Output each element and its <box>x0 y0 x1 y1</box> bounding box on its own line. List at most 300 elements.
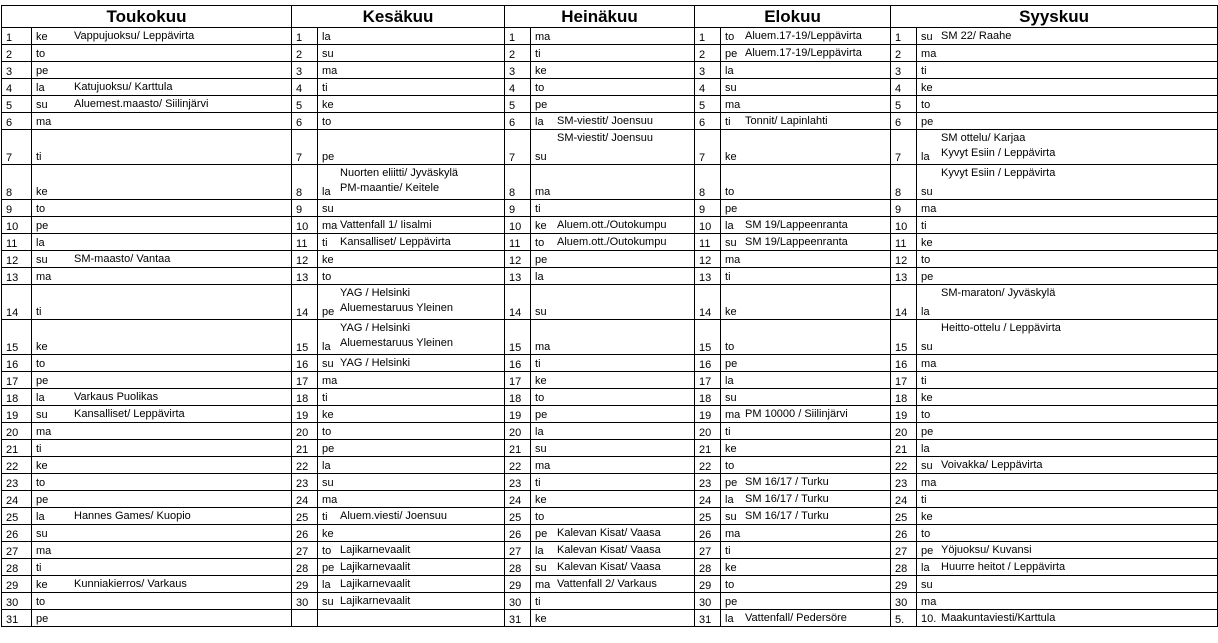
day-event-cell <box>721 79 891 96</box>
weekday: la <box>36 392 45 404</box>
day-number-cell <box>292 389 318 406</box>
day-event-cell <box>721 593 891 610</box>
day-number-cell <box>292 234 318 251</box>
day-number-cell <box>2 372 32 389</box>
day-number: 3 <box>509 66 516 78</box>
day-number-cell <box>292 62 318 79</box>
day-event-cell <box>318 474 505 491</box>
event-name: Aluem.ott./Outokumpu <box>557 219 667 231</box>
event-list <box>340 509 504 524</box>
weekday: ma <box>535 31 551 43</box>
event-name: SM-viestit/ Joensuu <box>557 115 653 127</box>
weekday: to <box>36 203 46 215</box>
calendar-row <box>2 355 1218 372</box>
day-event-cell <box>531 113 695 130</box>
day-number-cell <box>891 610 917 627</box>
weekday: ti <box>535 477 541 489</box>
day-event-cell <box>721 62 891 79</box>
event-name: SM 16/17 / Turku <box>745 493 829 505</box>
weekday: su <box>535 443 547 455</box>
day-number: 5 <box>6 100 13 112</box>
month-header: Syyskuu <box>891 6 1218 28</box>
weekday: la <box>725 375 734 387</box>
day-event-cell <box>318 268 505 285</box>
day-number-cell <box>2 406 32 423</box>
day-event-cell <box>32 45 292 62</box>
calendar-row <box>2 440 1218 457</box>
weekday: ma <box>535 186 551 198</box>
day-number-cell <box>891 79 917 96</box>
weekday: la <box>36 237 45 249</box>
event-name: Vattenfall 1/ Iisalmi <box>340 219 432 231</box>
weekday: su <box>921 579 933 591</box>
day-event-cell <box>318 423 505 440</box>
event-list <box>340 543 504 558</box>
day-event-cell <box>531 268 695 285</box>
day-number-cell <box>2 525 32 542</box>
day-number: 14 <box>296 307 309 319</box>
event-list <box>340 286 504 316</box>
weekday: ke <box>725 443 737 455</box>
day-event-cell <box>531 610 695 627</box>
event-list <box>557 577 694 592</box>
weekday: su <box>36 254 48 266</box>
event-list <box>74 29 291 44</box>
event-list <box>74 407 291 422</box>
calendar-row <box>2 491 1218 508</box>
calendar-row <box>2 113 1218 130</box>
event-name: Kyvyt Esiin / Leppävirta <box>941 167 1056 179</box>
day-number-cell <box>695 130 721 165</box>
day-number: 7 <box>509 152 516 164</box>
day-number: 13 <box>699 272 712 284</box>
day-event-cell <box>917 389 1218 406</box>
day-number-cell <box>891 593 917 610</box>
day-number-cell <box>292 491 318 508</box>
day-event-cell <box>32 28 292 45</box>
day-event-cell <box>318 406 505 423</box>
day-number-cell <box>695 389 721 406</box>
day-number-cell <box>505 525 531 542</box>
event-list <box>340 218 504 233</box>
event-name: SM-viestit/ Joensuu <box>557 132 653 144</box>
day-number-cell <box>505 508 531 525</box>
event-list <box>941 286 1217 301</box>
day-number: 1 <box>296 32 303 44</box>
weekday: to <box>322 426 332 438</box>
event-name: Lajikarnevaalit <box>340 561 411 573</box>
weekday: la <box>36 511 45 523</box>
weekday: su <box>535 306 547 318</box>
calendar-row <box>2 525 1218 542</box>
day-number-cell <box>891 440 917 457</box>
day-event-cell <box>318 217 505 234</box>
calendar-row <box>2 593 1218 610</box>
weekday: pe <box>921 426 934 438</box>
day-number: 30 <box>296 597 309 609</box>
day-event-cell <box>531 320 695 355</box>
day-number-cell <box>2 217 32 234</box>
weekday: la <box>322 31 331 43</box>
day-number-cell <box>695 217 721 234</box>
day-number-cell <box>292 474 318 491</box>
event-list <box>74 80 291 95</box>
day-event-cell <box>318 389 505 406</box>
calendar-row <box>2 217 1218 234</box>
day-number-cell <box>505 268 531 285</box>
event-list <box>557 560 694 575</box>
weekday: to <box>535 237 545 249</box>
day-number: 21 <box>296 444 309 456</box>
day-number-cell <box>695 423 721 440</box>
day-number: 9 <box>699 204 706 216</box>
day-number: 16 <box>895 359 908 371</box>
weekday: pe <box>535 528 548 540</box>
day-number-cell <box>695 610 721 627</box>
weekday: pe <box>36 375 49 387</box>
day-event-cell <box>32 389 292 406</box>
day-event-cell <box>318 96 505 113</box>
day-event-cell <box>917 491 1218 508</box>
weekday: pe <box>535 409 548 421</box>
day-number-cell <box>505 423 531 440</box>
day-number: 25 <box>699 512 712 524</box>
event-name: Yöjuoksu/ Kuvansi <box>941 544 1032 556</box>
day-number-cell <box>695 268 721 285</box>
day-number-cell <box>695 45 721 62</box>
weekday: to <box>322 116 332 128</box>
weekday: la <box>322 460 331 472</box>
weekday: to <box>921 528 931 540</box>
day-number-cell <box>292 251 318 268</box>
day-number: 25 <box>6 512 19 524</box>
day-event-cell <box>318 372 505 389</box>
day-event-cell <box>721 610 891 627</box>
day-number: 29 <box>6 580 19 592</box>
event-list <box>340 321 504 351</box>
weekday: su <box>36 409 48 421</box>
event-name: YAG / Helsinki <box>340 322 411 334</box>
day-number: 22 <box>296 461 309 473</box>
day-number-cell <box>505 285 531 320</box>
weekday: ma <box>725 528 741 540</box>
day-number-cell <box>2 285 32 320</box>
weekday: to <box>535 82 545 94</box>
day-event-cell <box>917 62 1218 79</box>
day-number: 5 <box>296 100 303 112</box>
day-event-cell <box>721 251 891 268</box>
day-event-cell <box>32 234 292 251</box>
event-list <box>941 166 1217 181</box>
day-event-cell <box>318 130 505 165</box>
weekday: la <box>535 271 544 283</box>
day-event-cell <box>318 508 505 525</box>
event-name: Heitto-ottelu / Leppävirta <box>941 322 1061 334</box>
day-event-cell <box>32 251 292 268</box>
day-number-cell <box>292 285 318 320</box>
day-number: 22 <box>509 461 522 473</box>
day-event-cell <box>318 491 505 508</box>
day-event-cell <box>318 320 505 355</box>
day-number-cell <box>505 62 531 79</box>
day-event-cell <box>917 372 1218 389</box>
day-number: 3 <box>895 66 902 78</box>
day-event-cell <box>531 457 695 474</box>
day-number-cell <box>505 491 531 508</box>
weekday: ti <box>921 220 927 232</box>
calendar-row <box>2 234 1218 251</box>
day-number-cell <box>2 423 32 440</box>
event-name: Aluem.ott./Outokumpu <box>557 236 667 248</box>
day-number-cell <box>292 559 318 576</box>
day-number: 27 <box>509 546 522 558</box>
day-event-cell <box>318 28 505 45</box>
day-number: 29 <box>509 580 522 592</box>
day-number: 3 <box>6 66 13 78</box>
day-number: 22 <box>895 461 908 473</box>
day-event-cell <box>721 96 891 113</box>
day-number: 10 <box>509 221 522 233</box>
calendar-row <box>2 251 1218 268</box>
day-number-cell <box>695 542 721 559</box>
weekday: la <box>322 186 331 198</box>
day-event-cell <box>721 165 891 200</box>
day-number: 12 <box>6 255 19 267</box>
day-number-cell <box>891 406 917 423</box>
weekday: ma <box>725 409 741 421</box>
day-number-cell <box>505 610 531 627</box>
day-number: 30 <box>509 597 522 609</box>
weekday: ti <box>535 596 541 608</box>
day-number: 25 <box>895 512 908 524</box>
day-number-cell <box>292 113 318 130</box>
day-number: 5 <box>699 100 706 112</box>
day-number: 30 <box>699 597 712 609</box>
day-event-cell <box>32 559 292 576</box>
day-event-cell <box>721 268 891 285</box>
event-list <box>745 611 890 626</box>
day-event-cell <box>318 45 505 62</box>
day-number-cell <box>505 440 531 457</box>
day-number: 11 <box>895 238 907 250</box>
day-event-cell <box>721 130 891 165</box>
event-name: SM 16/17 / Turku <box>745 510 829 522</box>
day-number: 9 <box>6 204 13 216</box>
weekday: pe <box>322 562 335 574</box>
day-number-cell <box>2 130 32 165</box>
day-number: 11 <box>509 238 521 250</box>
day-number: 14 <box>699 307 712 319</box>
weekday: ti <box>322 511 328 523</box>
day-number: 12 <box>296 255 309 267</box>
calendar-row <box>2 610 1218 627</box>
day-event-cell <box>531 355 695 372</box>
day-number-cell <box>891 542 917 559</box>
weekday: ti <box>921 65 927 77</box>
weekday: ke <box>535 220 547 232</box>
day-number: 23 <box>6 478 19 490</box>
day-number-cell <box>695 165 721 200</box>
day-event-cell <box>531 389 695 406</box>
event-list <box>745 509 890 524</box>
day-event-cell <box>318 610 505 627</box>
day-number-cell <box>891 268 917 285</box>
day-event-cell <box>32 525 292 542</box>
day-number: 1 <box>6 32 13 44</box>
calendar-row <box>2 576 1218 593</box>
day-number: 26 <box>296 529 309 541</box>
day-number-cell <box>891 217 917 234</box>
day-number-cell <box>695 559 721 576</box>
day-number: 4 <box>509 83 516 95</box>
weekday: to <box>725 579 735 591</box>
weekday: to <box>36 358 46 370</box>
day-event-cell <box>721 508 891 525</box>
day-event-cell <box>32 268 292 285</box>
day-number-cell <box>891 96 917 113</box>
event-list <box>941 29 1217 44</box>
day-number-cell <box>505 96 531 113</box>
day-number: 4 <box>895 83 902 95</box>
day-number: 17 <box>6 376 19 388</box>
weekday: su <box>322 596 334 608</box>
event-name: Aluemestaruus Yleinen <box>340 302 453 314</box>
day-number-cell <box>695 491 721 508</box>
day-number: 11 <box>699 238 711 250</box>
weekday: pe <box>36 65 49 77</box>
weekday: pe <box>725 477 738 489</box>
event-name: Nuorten eliitti/ Jyväskylä <box>340 167 459 179</box>
day-number: 17 <box>895 376 908 388</box>
day-number-cell <box>2 491 32 508</box>
weekday: su <box>322 477 334 489</box>
weekday: to <box>921 409 931 421</box>
day-number: 13 <box>509 272 522 284</box>
event-name: SM-maasto/ Vantaa <box>74 253 171 265</box>
event-name: Vappujuoksu/ Leppävirta <box>74 30 195 42</box>
day-number-cell <box>695 576 721 593</box>
weekday: ma <box>921 358 937 370</box>
event-list <box>557 543 694 558</box>
calendar-row <box>2 389 1218 406</box>
day-number-cell <box>505 372 531 389</box>
weekday: ti <box>725 426 731 438</box>
day-event-cell <box>917 559 1218 576</box>
weekday: to <box>535 392 545 404</box>
day-event-cell <box>32 96 292 113</box>
calendar-row <box>2 79 1218 96</box>
day-event-cell <box>721 559 891 576</box>
day-number: 1 <box>509 32 516 44</box>
day-event-cell <box>917 610 1218 627</box>
day-number-cell <box>292 457 318 474</box>
day-event-cell <box>917 406 1218 423</box>
day-event-cell <box>721 423 891 440</box>
day-number-cell <box>891 474 917 491</box>
weekday: la <box>535 545 544 557</box>
weekday: la <box>322 579 331 591</box>
day-event-cell <box>318 234 505 251</box>
weekday: ti <box>36 562 42 574</box>
day-number-cell <box>505 217 531 234</box>
day-event-cell <box>917 508 1218 525</box>
calendar-row <box>2 423 1218 440</box>
day-event-cell <box>32 200 292 217</box>
event-list <box>340 560 504 575</box>
day-number: 22 <box>6 461 19 473</box>
day-event-cell <box>531 423 695 440</box>
day-number: 13 <box>895 272 908 284</box>
event-name: Kalevan Kisat/ Vaasa <box>557 561 661 573</box>
event-name: YAG / Helsinki <box>340 287 411 299</box>
day-number-cell <box>2 113 32 130</box>
weekday: ma <box>725 254 741 266</box>
day-number-cell <box>505 165 531 200</box>
weekday: ti <box>921 494 927 506</box>
day-number-cell <box>695 406 721 423</box>
day-number-cell <box>695 372 721 389</box>
weekday: su <box>535 151 547 163</box>
weekday: ti <box>322 237 328 249</box>
event-list <box>745 114 890 129</box>
day-number: 21 <box>6 444 19 456</box>
day-number: 14 <box>509 307 522 319</box>
day-number: 2 <box>509 49 516 61</box>
day-number-cell <box>695 113 721 130</box>
day-number: 15 <box>509 342 522 354</box>
weekday: ti <box>535 358 541 370</box>
weekday: su <box>725 82 737 94</box>
event-name: Kansalliset/ Leppävirta <box>340 236 451 248</box>
day-number-cell <box>2 593 32 610</box>
day-number-cell <box>292 508 318 525</box>
day-number-cell <box>695 79 721 96</box>
weekday: to <box>725 460 735 472</box>
day-number: 6 <box>296 117 303 129</box>
weekday: ke <box>36 186 48 198</box>
event-name: Aluem.17-19/Leppävirta <box>745 30 862 42</box>
day-number: 8 <box>296 187 303 199</box>
day-number-cell <box>891 130 917 165</box>
day-number-cell <box>2 610 32 627</box>
event-name: Aluem.viesti/ Joensuu <box>340 510 448 522</box>
event-list <box>941 560 1217 575</box>
day-number-cell <box>891 45 917 62</box>
day-number: 28 <box>509 563 522 575</box>
day-number-cell <box>292 423 318 440</box>
day-number: 4 <box>699 83 706 95</box>
weekday: su <box>322 358 334 370</box>
day-number-cell <box>891 423 917 440</box>
day-number-cell <box>505 251 531 268</box>
event-name: Maakuntaviesti/Karttula <box>941 612 1056 624</box>
day-event-cell <box>531 285 695 320</box>
event-list <box>340 594 504 609</box>
day-number: 23 <box>699 478 712 490</box>
day-number: 23 <box>296 478 309 490</box>
calendar-row <box>2 372 1218 389</box>
day-number-cell <box>891 525 917 542</box>
month-header: Heinäkuu <box>505 6 695 28</box>
weekday: to <box>36 596 46 608</box>
day-number: 8 <box>509 187 516 199</box>
day-number: 2 <box>6 49 13 61</box>
event-name: Aluemest.maasto/ Siilinjärvi <box>74 98 209 110</box>
day-event-cell <box>531 508 695 525</box>
day-number: 2 <box>895 49 902 61</box>
weekday: su <box>725 511 737 523</box>
day-number-cell <box>891 389 917 406</box>
